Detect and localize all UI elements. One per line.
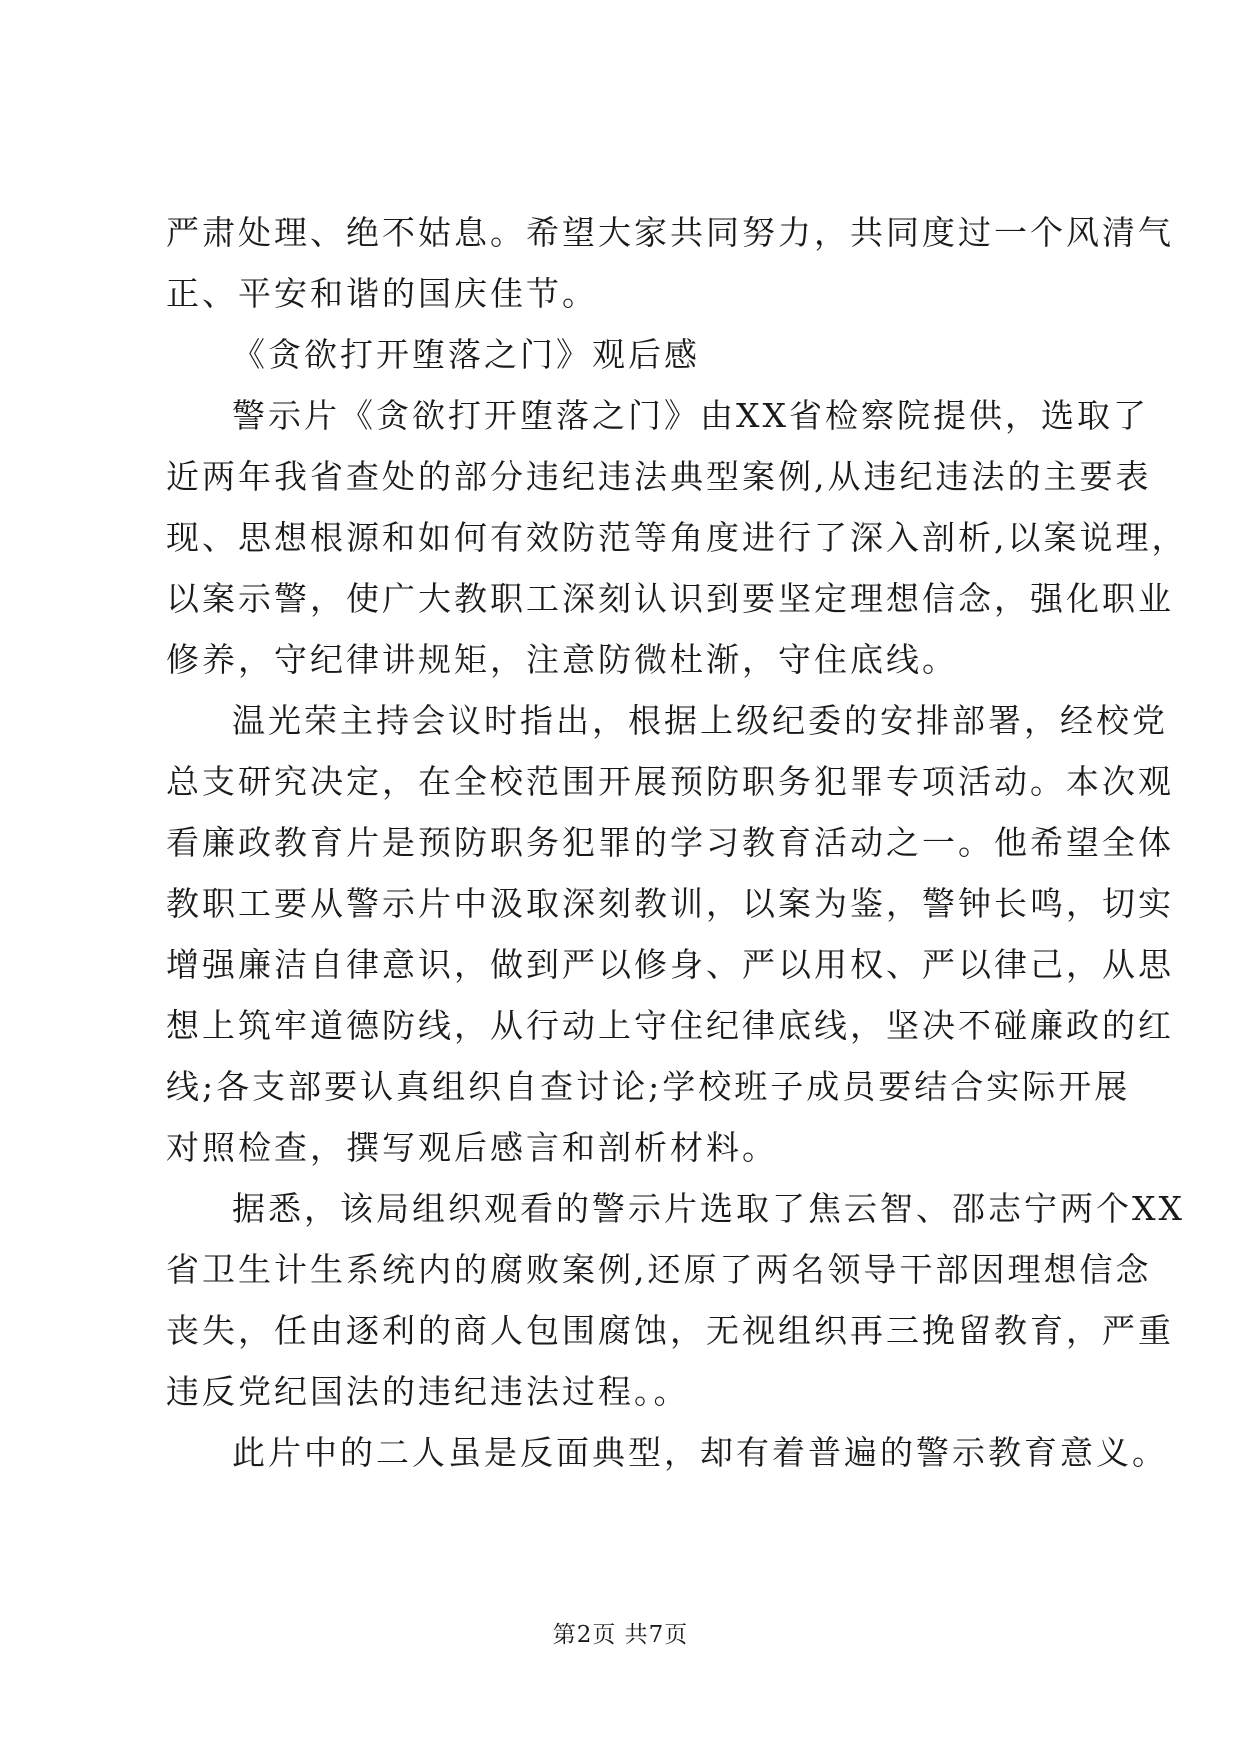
body-line: 警示片《贪欲打开堕落之门》由XX省检察院提供，选取了	[232, 396, 1149, 435]
section-title: 《贪欲打开堕落之门》观后感	[232, 335, 700, 374]
page-number-footer: 第2页 共7页	[552, 1622, 689, 1648]
body-line: 想上筑牢道德防线，从行动上守住纪律底线，坚决不碰廉政的红	[166, 1006, 1174, 1045]
body-line: 近两年我省查处的部分违纪违法典型案例,从违纪违法的主要表	[166, 457, 1152, 496]
body-line: 现、思想根源和如何有效防范等角度进行了深入剖析,以案说理，	[166, 518, 1188, 557]
body-line: 看廉政教育片是预防职务犯罪的学习教育活动之一。他希望全体	[166, 823, 1174, 862]
body-line: 增强廉洁自律意识，做到严以修身、严以用权、严以律己，从思	[166, 945, 1174, 984]
body-line: 教职工要从警示片中汲取深刻教训，以案为鉴，警钟长鸣，切实	[166, 884, 1174, 923]
body-line: 严肃处理、绝不姑息。希望大家共同努力，共同度过一个风清气	[166, 213, 1174, 252]
body-line: 据悉，该局组织观看的警示片选取了焦云智、邵志宁两个XX	[232, 1189, 1185, 1228]
body-line: 线;各支部要认真组织自查讨论;学校班子成员要结合实际开展	[166, 1067, 1131, 1106]
body-line: 以案示警，使广大教职工深刻认识到要坚定理想信念，强化职业	[166, 579, 1174, 618]
body-line: 总支研究决定，在全校范围开展预防职务犯罪专项活动。本次观	[166, 762, 1174, 801]
body-line: 丧失，任由逐利的商人包围腐蚀，无视组织再三挽留教育，严重	[166, 1311, 1174, 1350]
body-line: 对照检查，撰写观后感言和剖析材料。	[166, 1128, 778, 1167]
body-line: 此片中的二人虽是反面典型，却有着普遍的警示教育意义。	[232, 1433, 1168, 1472]
body-line: 违反党纪国法的违纪违法过程。。	[166, 1372, 690, 1411]
body-line: 温光荣主持会议时指出，根据上级纪委的安排部署，经校党	[232, 701, 1168, 740]
body-line: 正、平安和谐的国庆佳节。	[166, 274, 598, 313]
body-line: 修养，守纪律讲规矩，注意防微杜渐，守住底线。	[166, 640, 958, 679]
body-line: 省卫生计生系统内的腐败案例,还原了两名领导干部因理想信念	[166, 1250, 1152, 1289]
